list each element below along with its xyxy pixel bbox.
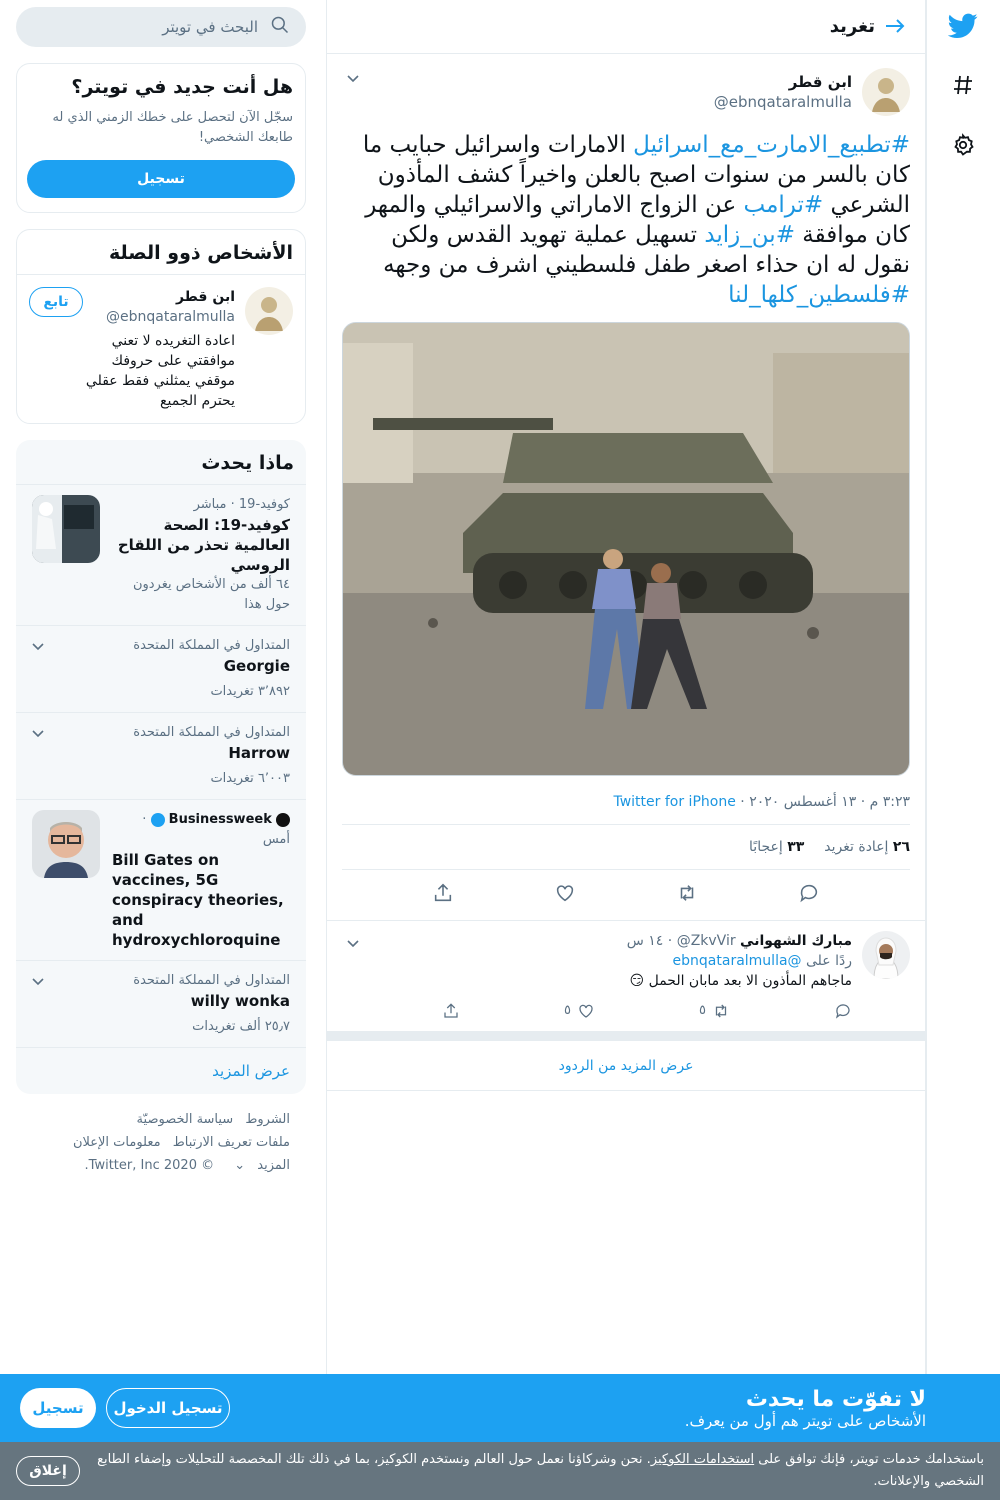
reply-retweet-icon: [712, 1002, 730, 1020]
hashtag-link[interactable]: #تطبيع_الامارت_مع_اسرائيل: [633, 132, 910, 158]
cookies-link[interactable]: ملفات تعريف الارتباط: [172, 1135, 290, 1150]
reply-author-handle[interactable]: @ZkvVir: [676, 933, 736, 949]
trend-context: كوفيد-19 · مباشر: [193, 497, 290, 512]
privacy-link[interactable]: سياسة الخصوصيّة: [136, 1112, 234, 1127]
search-icon: [270, 15, 290, 39]
trend-item[interactable]: [16, 484, 306, 625]
retweets-count: ٢٦: [892, 839, 910, 855]
cookie-text: [94, 1449, 984, 1493]
explore-hashtag-icon[interactable]: [942, 64, 984, 106]
trend-count: ٦٤ ألف من الأشخاص يغردون حول هذا: [132, 577, 290, 612]
search-box[interactable]: [16, 7, 306, 47]
bottom-signup-button[interactable]: تسجيل: [20, 1388, 96, 1428]
more-menu-button[interactable]: [226, 1158, 290, 1173]
sidebar: [16, 0, 306, 1191]
trends-card: [16, 440, 306, 1094]
retweet-icon[interactable]: [676, 882, 698, 908]
reply-tweet[interactable]: مبارك الشهواني @ZkvVir · ١٤ س ردًا على @ebnqataralmulla ماجاهم المأذون الا بعد مابان الحمل 😏 ٥ ٥: [327, 921, 925, 1041]
hashtag-link[interactable]: #فلسطين_كلها_لنا: [728, 282, 910, 308]
chevron-down-icon: ⌄: [234, 1158, 246, 1173]
chevron-down-icon[interactable]: [345, 70, 361, 90]
reply-icon[interactable]: [798, 882, 820, 908]
news-source: Businessweek: [168, 812, 272, 827]
related-name[interactable]: ابن قطر: [175, 289, 235, 305]
tweet-actions: [342, 870, 910, 920]
main-column: [326, 0, 926, 1500]
tweet-meta: ٣:٢٣ م · ١٣ أغسطس ٢٠٢٠ · Twitter for iPhone: [342, 780, 910, 825]
copyright: © 2020 Twitter, Inc.: [84, 1158, 215, 1173]
settings-gear-icon[interactable]: [942, 124, 984, 166]
related-bio: اعادة التغريده لا تعني موافقتي على حروفك موقفي يمثلني فقط عقلي يحترم الجميع: [85, 333, 235, 409]
main-header: [327, 0, 925, 54]
replying-to-handle[interactable]: @ebnqataralmulla: [672, 953, 802, 969]
cookie-policy-link[interactable]: استخدامات الكوكيز: [650, 1452, 755, 1467]
trend-context: المتداول في المملكة المتحدة: [133, 638, 290, 653]
trend-item[interactable]: [16, 712, 306, 799]
trend-name: Bill Gates on vaccines, 5G conspiracy theories, and hydroxychloroquine: [112, 851, 284, 949]
reply-like-button[interactable]: [564, 1001, 595, 1021]
likes-count: ٣٣: [787, 839, 805, 855]
back-arrow-icon[interactable]: [883, 14, 907, 42]
trend-name: Harrow: [228, 744, 290, 762]
tweet-timestamp[interactable]: ٣:٢٣ م · ١٣ أغسطس ٢٠٢٠: [749, 794, 910, 810]
trend-context: المتداول في المملكة المتحدة: [133, 973, 290, 988]
reply-retweet-count: ٥: [699, 1003, 706, 1018]
related-person[interactable]: [17, 274, 305, 423]
trend-item[interactable]: [16, 799, 306, 960]
retweets-stat[interactable]: [824, 839, 910, 855]
reply-like-count: ٥: [564, 1003, 572, 1018]
trend-item[interactable]: [16, 625, 306, 712]
close-cookie-button[interactable]: إغلاق: [16, 1456, 80, 1486]
tweet-text-segment: تسهيل عملية تهويد القدس ولكن نقول له ان حذاء اصغر طفل فلسطيني اشرف من وجهه: [383, 222, 910, 278]
reply-share-icon[interactable]: [442, 1001, 460, 1021]
reply-text: ماجاهم المأذون الا بعد مابان الحمل 😏: [629, 973, 852, 989]
tweet-photo[interactable]: [342, 322, 910, 776]
reply-avatar[interactable]: [862, 931, 910, 979]
tweet-text-segment: عن الزواج الاماراتي والاسرائيلي والمهر كان موافقة: [365, 192, 910, 248]
related-card-title: الأشخاص ذوو الصلة: [109, 242, 293, 264]
tweet-source-link[interactable]: Twitter for iPhone: [613, 794, 736, 810]
primary-nav: [926, 0, 1000, 1500]
twitter-logo-icon[interactable]: [942, 5, 984, 47]
ads-info-link[interactable]: معلومات الإعلان: [72, 1135, 161, 1150]
trend-name: كوفيد-19: الصحة العالمية تحذر من اللقاح الروسي: [117, 516, 290, 574]
author-name[interactable]: ابن قطر: [788, 73, 852, 91]
new-to-twitter-card: [16, 63, 306, 213]
new-card-title: هل أنت جديد في تويتر؟: [71, 76, 293, 98]
chevron-down-icon[interactable]: [30, 638, 46, 661]
signup-button[interactable]: تسجيل: [27, 160, 295, 198]
reply-chevron-down-icon[interactable]: [345, 935, 361, 955]
trends-title: ماذا يحدث: [201, 452, 294, 474]
show-more-replies-link[interactable]: عرض المزيد من الردود: [327, 1041, 925, 1091]
follow-button[interactable]: تابع: [29, 287, 83, 317]
more-label: المزيد: [257, 1158, 290, 1173]
cookie-text-end: . نحن وشركاؤنا نعمل حول العالم ونستخدم الكوكيز، بما في ذلك تلك المخصصة للتحليلات وإضفاء الطابع الشخصي والإعلانات.: [97, 1452, 984, 1489]
trend-context: المتداول في المملكة المتحدة: [133, 725, 290, 740]
news-time: · أمس: [142, 812, 290, 847]
related-avatar[interactable]: [245, 287, 293, 335]
trend-count: ٣٬٨٩٢ تغريدات: [210, 684, 290, 699]
trend-name: Georgie: [223, 657, 290, 675]
reply-retweet-button[interactable]: [699, 1001, 730, 1021]
main-tweet: [327, 54, 925, 921]
show-more-trends-link[interactable]: عرض المزيد: [16, 1047, 306, 1094]
share-icon[interactable]: [432, 882, 454, 908]
hashtag-link[interactable]: #ترامب: [743, 192, 824, 218]
trend-count: ٢٥٫٧ ألف تغريدات: [192, 1019, 290, 1034]
news-source-logo-icon: [276, 813, 290, 827]
tweet-text-segment: الامارات واسرائيل حبايب ما كان بالسر من سنوات اصبح بالعلن واخيراً كشف المأذون الشرعي: [362, 132, 910, 218]
related-handle[interactable]: @ebnqataralmulla: [105, 309, 235, 325]
trend-count: ٦٬٠٠٣ تغريدات: [210, 771, 290, 786]
related-people-card: [16, 229, 306, 424]
trend-name: willy wonka: [190, 992, 290, 1010]
reply-reply-icon[interactable]: [834, 1001, 852, 1021]
page-title: تغريد: [829, 16, 875, 37]
retweets-label: إعادة تغريد: [824, 839, 889, 855]
login-button[interactable]: تسجيل الدخول: [106, 1388, 230, 1428]
likes-label: إعجابًا: [749, 839, 783, 855]
reply-author-name[interactable]: مبارك الشهواني: [740, 933, 852, 949]
chevron-down-icon[interactable]: [30, 973, 46, 996]
tweet-stats: [342, 825, 910, 870]
bottom-subheading: الأشخاص على تويتر هم أول من يعرف.: [684, 1411, 926, 1430]
verified-badge-icon: [151, 813, 165, 827]
tweet-text: [342, 130, 910, 310]
trend-thumbnail: [32, 495, 100, 563]
likes-stat[interactable]: [749, 839, 804, 855]
chevron-down-icon[interactable]: [30, 725, 46, 748]
author-handle[interactable]: @ebnqataralmulla: [713, 93, 852, 111]
trend-thumbnail: [32, 810, 100, 878]
bottom-heading: لا تفوّت ما يحدث: [745, 1386, 926, 1412]
reply-time[interactable]: ١٤ س: [626, 933, 664, 949]
replying-to-label: ردًا على: [806, 953, 852, 969]
reply-like-heart-icon: [577, 1002, 595, 1020]
cookie-banner: [0, 1442, 1000, 1500]
new-card-text: سجّل الآن لتحصل على خطك الزمني الذي له طابعك الشخصي!: [52, 110, 293, 145]
cookie-text-start: باستخدامك خدمات تويتر، فإنك توافق على: [754, 1452, 984, 1467]
footer-links: [16, 1094, 306, 1191]
search-placeholder: البحث في تويتر: [162, 18, 258, 36]
author-avatar[interactable]: [862, 68, 910, 116]
bottom-signup-bar: [0, 1374, 1000, 1442]
terms-link[interactable]: الشروط: [245, 1112, 290, 1127]
like-heart-icon[interactable]: [554, 882, 576, 908]
trend-item[interactable]: [16, 960, 306, 1047]
hashtag-link[interactable]: #بن_زايد: [704, 222, 795, 248]
